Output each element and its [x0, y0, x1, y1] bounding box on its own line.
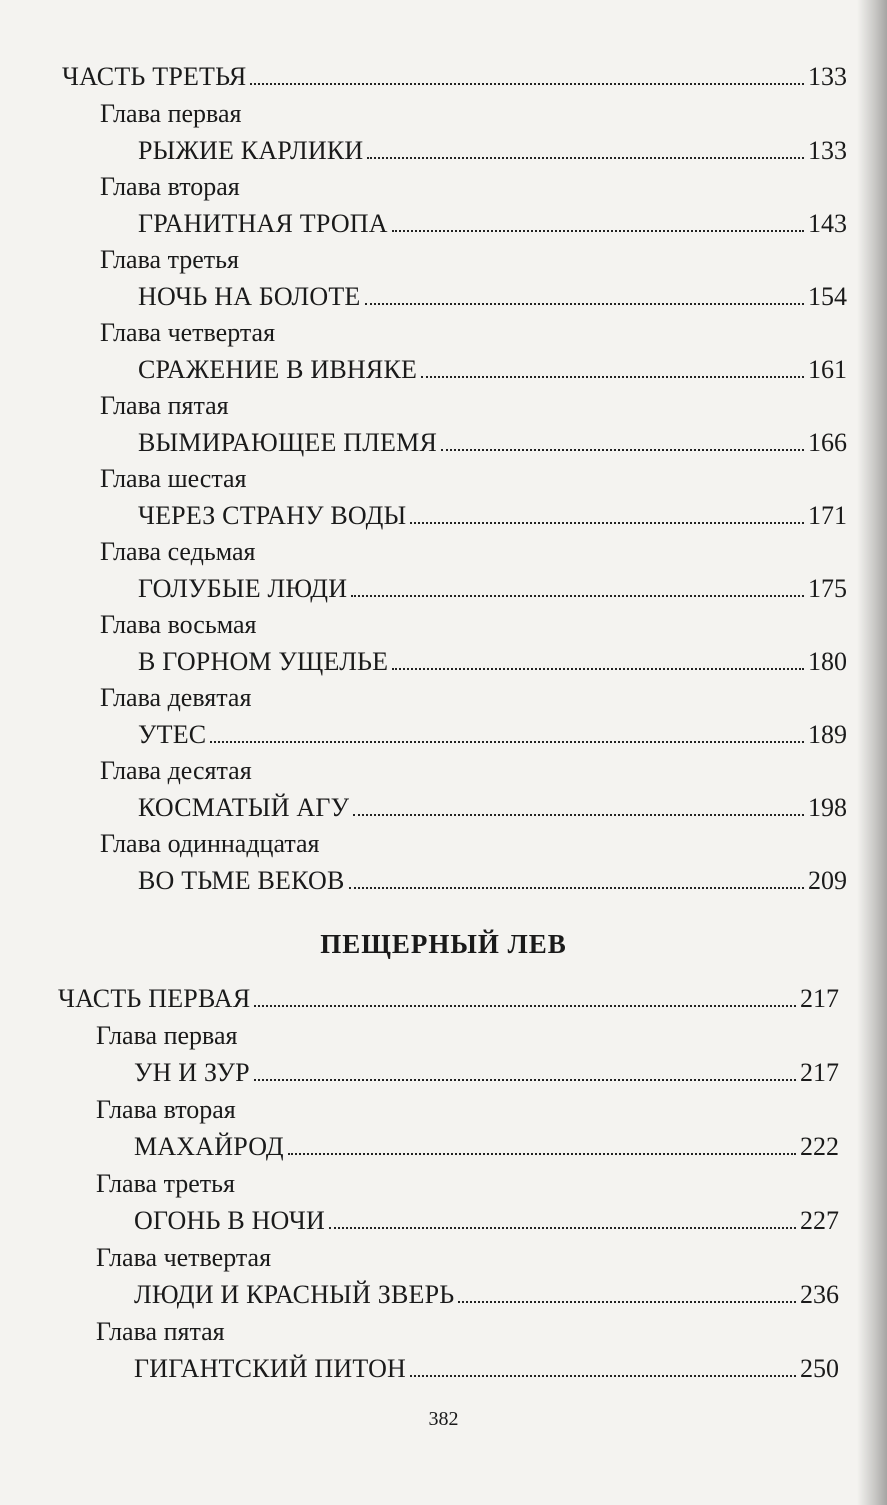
chapter-label: Глава первая — [100, 99, 242, 128]
page-ref: 154 — [808, 282, 847, 311]
page-ref: 217 — [800, 984, 839, 1013]
dot-leader — [392, 230, 804, 232]
chapter-label: Глава третья — [96, 1169, 235, 1198]
dot-leader — [254, 1005, 796, 1007]
chapter-title: КОСМАТЫЙ АГУ — [138, 793, 350, 822]
toc-chapter-row — [138, 574, 847, 604]
part-title: ЧАСТЬ ТРЕТЬЯ — [62, 62, 247, 91]
book-title-heading: ПЕЩЕРНЫЙ ЛЕВ — [320, 929, 567, 959]
chapter-title: НОЧЬ НА БОЛОТЕ — [138, 282, 361, 311]
toc-chapter-row — [134, 1132, 839, 1162]
toc-chapter-row — [138, 866, 847, 896]
page-ref: 133 — [808, 62, 847, 91]
toc-chapter-row — [138, 355, 847, 385]
dot-leader — [210, 741, 804, 743]
dot-leader — [392, 668, 804, 670]
toc-chapter-row — [134, 1354, 839, 1384]
page-ref: 217 — [800, 1058, 839, 1087]
page-ref: 227 — [800, 1206, 839, 1235]
toc-chapter-row — [138, 282, 847, 312]
chapter-title: В ГОРНОМ УЩЕЛЬЕ — [138, 647, 389, 676]
dot-leader — [353, 814, 804, 816]
chapter-title: УТЕС — [138, 720, 207, 749]
chapter-title: РЫЖИЕ КАРЛИКИ — [138, 136, 364, 165]
chapter-label: Глава пятая — [96, 1317, 225, 1346]
dot-leader — [349, 887, 804, 889]
toc-chapter-row — [138, 428, 847, 458]
chapter-label: Глава девятая — [100, 683, 252, 712]
chapter-label: Глава седьмая — [100, 537, 256, 566]
chapter-title: ВО ТЬМЕ ВЕКОВ — [138, 866, 345, 895]
dot-leader — [329, 1227, 796, 1229]
toc-chapter-row — [138, 209, 847, 239]
chapter-label: Глава пятая — [100, 391, 229, 420]
chapter-label: Глава третья — [100, 245, 239, 274]
chapter-title: ГИГАНТСКИЙ ПИТОН — [134, 1354, 407, 1383]
page-ref: 236 — [800, 1280, 839, 1309]
page-ref: 250 — [800, 1354, 839, 1383]
dot-leader — [441, 449, 804, 451]
page-ref: 198 — [808, 793, 847, 822]
page-ref: 175 — [808, 574, 847, 603]
chapter-label: Глава четвертая — [100, 318, 276, 347]
page-ref: 209 — [808, 866, 847, 895]
chapter-title: УН И ЗУР — [134, 1058, 250, 1087]
toc-chapter-row — [138, 647, 847, 677]
page-edge-shadow — [857, 0, 887, 1505]
page-ref: 222 — [800, 1132, 839, 1161]
toc-part-row — [58, 984, 839, 1014]
chapter-label: Глава десятая — [100, 756, 252, 785]
dot-leader — [421, 376, 804, 378]
chapter-title: МАХАЙРОД — [134, 1132, 284, 1161]
chapter-label: Глава шестая — [100, 464, 247, 493]
dot-leader — [351, 595, 804, 597]
toc-chapter-row — [138, 793, 847, 823]
page-ref: 189 — [808, 720, 847, 749]
toc-chapter-row — [134, 1058, 839, 1088]
page-ref: 143 — [808, 209, 847, 238]
page-number: 382 — [428, 1408, 459, 1430]
toc-chapter-row — [138, 136, 847, 166]
chapter-label: Глава первая — [96, 1021, 238, 1050]
dot-leader — [367, 157, 804, 159]
dot-leader — [410, 522, 804, 524]
page-ref: 133 — [808, 136, 847, 165]
page-ref: 171 — [808, 501, 847, 530]
chapter-title: ГРАНИТНАЯ ТРОПА — [138, 209, 388, 238]
toc-chapter-row — [138, 720, 847, 750]
toc-chapter-row — [138, 501, 847, 531]
chapter-label: Глава одиннадцатая — [100, 829, 320, 858]
dot-leader — [410, 1375, 796, 1377]
page-ref: 166 — [808, 428, 847, 457]
chapter-label: Глава вторая — [96, 1095, 236, 1124]
chapter-title: ВЫМИРАЮЩЕЕ ПЛЕМЯ — [138, 428, 437, 457]
chapter-label: Глава вторая — [100, 172, 240, 201]
chapter-title: ЛЮДИ И КРАСНЫЙ ЗВЕРЬ — [134, 1280, 455, 1309]
chapter-label: Глава четвертая — [96, 1243, 272, 1272]
part-title: ЧАСТЬ ПЕРВАЯ — [58, 984, 251, 1013]
chapter-title: ГОЛУБЫЕ ЛЮДИ — [138, 574, 348, 603]
toc-chapter-row — [134, 1206, 839, 1236]
page-ref: 180 — [808, 647, 847, 676]
chapter-title: ОГОНЬ В НОЧИ — [134, 1206, 325, 1235]
dot-leader — [288, 1153, 796, 1155]
dot-leader — [458, 1301, 796, 1303]
page-ref: 161 — [808, 355, 847, 384]
toc-chapter-row — [134, 1280, 839, 1310]
chapter-label: Глава восьмая — [100, 610, 257, 639]
dot-leader — [365, 303, 805, 305]
dot-leader — [254, 1079, 796, 1081]
chapter-title: СРАЖЕНИЕ В ИВНЯКЕ — [138, 355, 418, 384]
toc-part-row — [62, 62, 847, 92]
chapter-title: ЧЕРЕЗ СТРАНУ ВОДЫ — [138, 501, 407, 530]
dot-leader — [250, 83, 804, 85]
